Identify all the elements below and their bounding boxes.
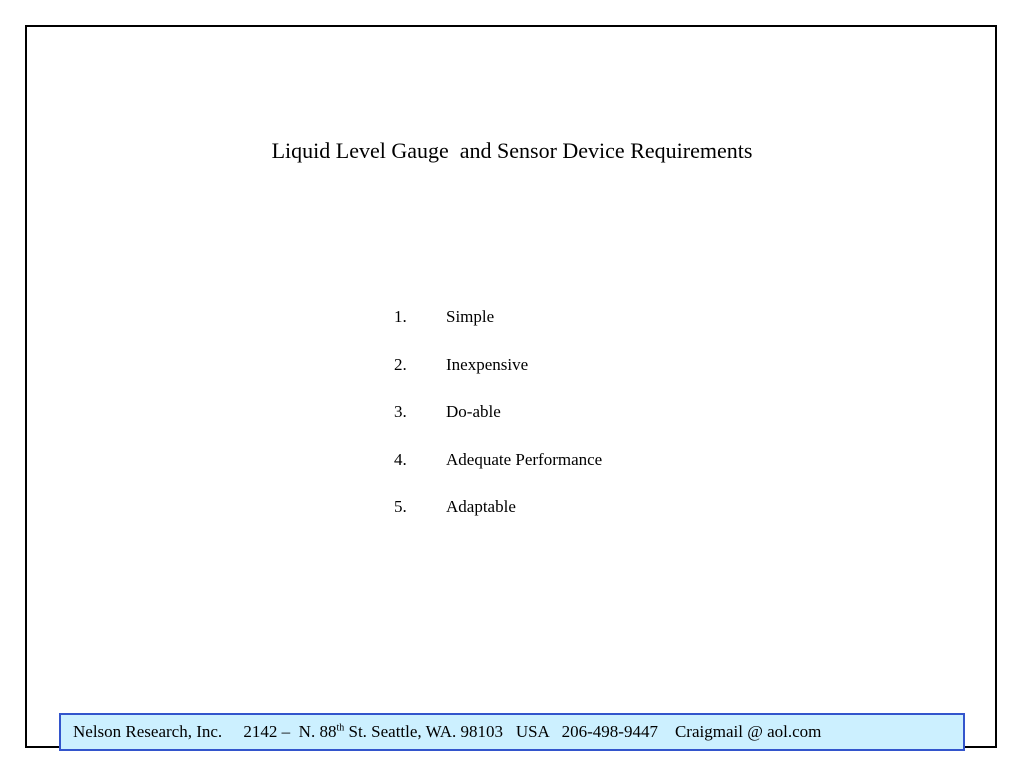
requirement-number: 1. [394, 307, 407, 326]
footer-address [243, 722, 503, 741]
requirement-text: Inexpensive [446, 354, 529, 374]
footer-country: USA [515, 722, 549, 741]
requirement-text: Adaptable [446, 497, 516, 516]
requirement-text: Simple [446, 307, 495, 326]
footer-phone: 206-498-9447 [561, 722, 658, 741]
requirement-text: Do-able [446, 402, 501, 421]
footer-email: Craigmail @ aol.com [674, 722, 822, 741]
requirement-item-3 [394, 400, 602, 424]
requirement-number: 3. [394, 402, 407, 421]
footer-company: Nelson Research, Inc. [73, 722, 223, 741]
requirement-number: 4. [394, 449, 407, 469]
requirement-number: 5. [394, 497, 407, 516]
footer-address-superscript: th [336, 722, 345, 734]
footer-address-suffix: St. Seattle, WA. 98103 [344, 722, 504, 741]
footer-contact-box [59, 713, 965, 751]
requirements-list [394, 305, 602, 543]
requirement-text: Adequate Performance [446, 449, 603, 469]
requirement-item-1 [394, 305, 602, 329]
slide-title: Liquid Level Gauge and Sensor Device Requirements [271, 138, 753, 163]
requirement-item-2 [394, 353, 602, 377]
requirement-item-5 [394, 495, 602, 519]
requirement-number: 2. [394, 354, 407, 374]
footer-address-prefix: 2142 – N. 88 [243, 722, 337, 741]
requirement-item-4 [394, 448, 602, 472]
